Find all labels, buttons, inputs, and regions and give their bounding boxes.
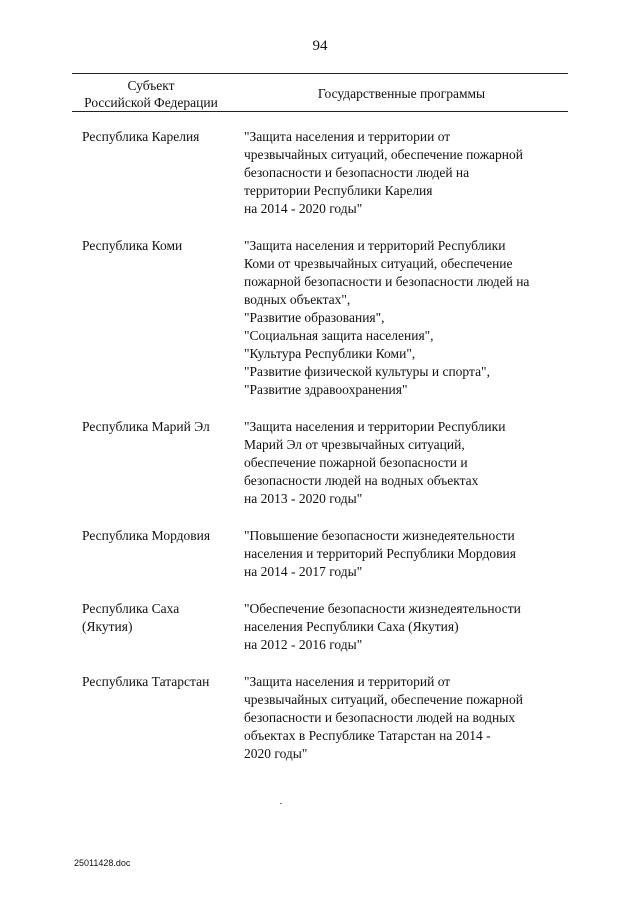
table-row <box>82 237 568 399</box>
program-line: 2020 годы" <box>244 746 308 761</box>
table-row <box>82 600 568 654</box>
program-line: пожарной безопасности и безопасности людей на <box>244 274 530 289</box>
subject-cell <box>82 237 244 399</box>
subject-cell <box>82 527 244 581</box>
programs-cell <box>244 673 564 763</box>
program-line: чрезвычайных ситуаций, обеспечение пожарной <box>244 692 523 707</box>
program-line: "Защита населения и территорий Республики <box>244 238 506 253</box>
scan-dot <box>280 803 282 804</box>
program-line: "Развитие здравоохранения" <box>244 382 408 397</box>
subject-line: (Якутия) <box>82 619 133 634</box>
header-programs: Государственные программы <box>317 86 486 101</box>
program-line: Коми от чрезвычайных ситуаций, обеспечение <box>244 256 513 271</box>
program-line: безопасности и безопасности людей на <box>244 165 470 180</box>
header-top-rule <box>72 73 568 74</box>
program-line: на 2013 - 2020 годы" <box>244 491 363 506</box>
header-subject-line: Субъект <box>127 78 175 93</box>
program-line: "Социальная защита населения", <box>244 328 434 343</box>
program-line: "Защита населения и территории Республики <box>244 419 506 434</box>
program-line: чрезвычайных ситуаций, обеспечение пожарной <box>244 147 523 162</box>
program-line: "Повышение безопасности жизнедеятельности <box>244 528 515 543</box>
subject-cell <box>82 418 244 508</box>
subject-cell <box>82 600 244 654</box>
program-line: "Развитие физической культуры и спорта", <box>244 364 490 379</box>
table-row <box>82 673 568 763</box>
subject-line: Республика Коми <box>82 238 183 253</box>
program-line: на 2014 - 2017 годы" <box>244 564 363 579</box>
program-line: населения и территорий Республики Мордовия <box>244 546 516 561</box>
table-row <box>82 418 568 508</box>
programs-cell <box>244 128 564 218</box>
subject-line: Республика Татарстан <box>82 674 210 689</box>
program-line: "Культура Республики Коми", <box>244 346 416 361</box>
program-line: "Защита населения и территорий от <box>244 674 451 689</box>
program-line: "Развитие образования", <box>244 310 385 325</box>
subject-line: Республика Марий Эл <box>82 419 210 434</box>
header-subject-line: Российской Федерации <box>84 95 218 110</box>
program-table <box>82 128 568 782</box>
table-row <box>82 128 568 218</box>
subject-cell <box>82 673 244 763</box>
programs-cell <box>244 600 564 654</box>
subject-line: Республика Мордовия <box>82 528 211 543</box>
page-number: 94 <box>312 38 328 54</box>
programs-cell <box>244 237 564 399</box>
program-line: "Обеспечение безопасности жизнедеятельности <box>244 601 521 616</box>
program-line: безопасности и безопасности людей на водных <box>244 710 516 725</box>
program-line: на 2014 - 2020 годы" <box>244 201 363 216</box>
program-line: на 2012 - 2016 годы" <box>244 637 363 652</box>
program-line: населения Республики Саха (Якутия) <box>244 619 459 634</box>
footer-file-name: 25011428.doc <box>74 858 131 868</box>
program-line: безопасности людей на водных объектах <box>244 473 479 488</box>
programs-cell <box>244 527 564 581</box>
header-subject <box>72 77 230 111</box>
program-line: водных объектах", <box>244 292 351 307</box>
program-line: обеспечение пожарной безопасности и <box>244 455 468 470</box>
program-line: Марий Эл от чрезвычайных ситуаций, <box>244 437 465 452</box>
header-bottom-rule <box>72 111 568 112</box>
table-row <box>82 527 568 581</box>
subject-line: Республика Карелия <box>82 129 200 144</box>
program-line: объектах в Республике Татарстан на 2014 - <box>244 728 491 743</box>
subject-line: Республика Саха <box>82 601 180 616</box>
subject-cell <box>82 128 244 218</box>
programs-cell <box>244 418 564 508</box>
program-line: территории Республики Карелия <box>244 183 433 198</box>
program-line: "Защита населения и территории от <box>244 129 451 144</box>
